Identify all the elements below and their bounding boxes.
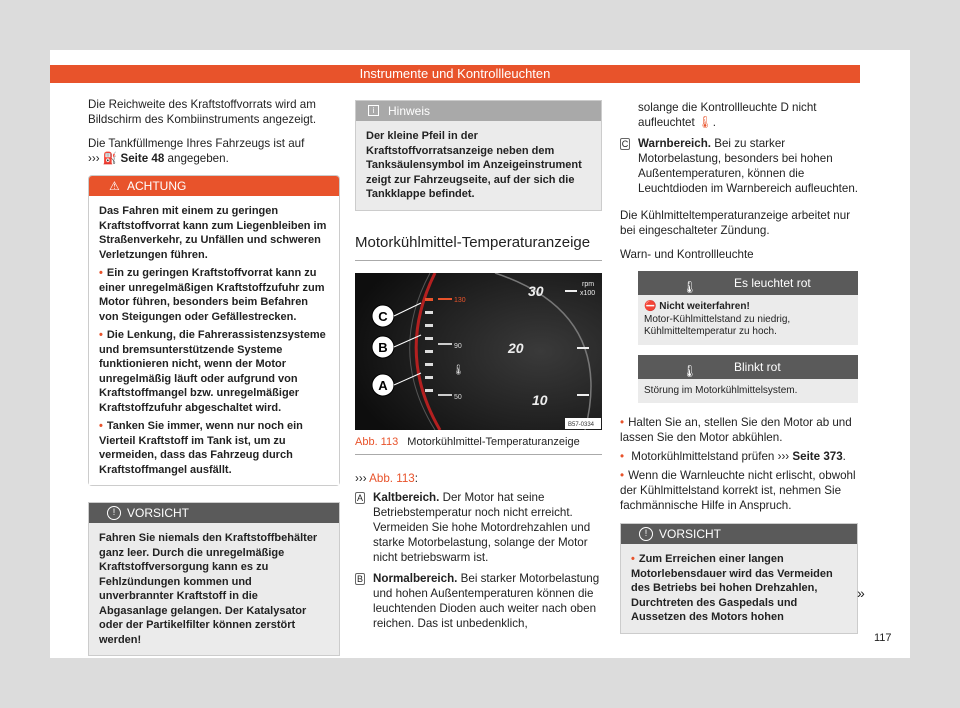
caution-body [621, 544, 857, 633]
item-text: Der Motor hat seine Betriebstemperatur noch nicht erreicht. Vermeiden Sie hohe Motordrehzahlen und starke Motorbelastung, solange der Motor nicht betriebswarm ist. [373, 490, 591, 564]
item-label: B [356, 573, 363, 584]
text: angegeben. [167, 152, 229, 165]
fuel-pump-icon: ⛽ [102, 152, 118, 165]
subheading: Warn- und Kontrollleuchte [620, 248, 754, 261]
row-header-text: Blinkt rot [734, 359, 781, 374]
caption-text: Motorkühlmittel-Temperaturanzeige [407, 435, 580, 448]
info-icon: i [368, 105, 379, 116]
coolant-warning-icon: 🌡 [697, 116, 713, 129]
indicator-row-body [638, 295, 858, 345]
caution-title: VORSICHT [127, 506, 190, 520]
caution-bullet [631, 553, 833, 623]
caution-icon: ! [107, 506, 121, 520]
item-label: A [356, 492, 363, 503]
temp-label: 90 [454, 342, 462, 350]
warning-triangle-icon: ⚠ [109, 179, 120, 193]
warning-body [89, 196, 339, 485]
temp-label: 50 [454, 393, 462, 401]
coolant-icon: 🌡 [452, 364, 465, 376]
indicator-table [638, 271, 858, 403]
paragraph: Die Tankfüllmenge Ihres Fahrzeugs ist auf ››› ⛽ Seite 48 angegeben. [88, 137, 305, 165]
bullet-text: Wenn die Warnleuchte nicht erlischt, obwohl der Kühlmittelstand korrekt ist, nehmen Sie fachmännische Hilfe in Anspruch. [620, 469, 856, 512]
warning-title: ACHTUNG [127, 179, 187, 193]
item-title: Warnbereich. [638, 137, 712, 150]
caution-text: Zum Erreichen einer langen Motorlebensdauer wird das Vermeiden des Betriebs bei hohen Drehzahlen, Durchtreten des Gaspedals und Aussetzen des Motors hohen [631, 553, 833, 623]
warning-bullet [99, 266, 329, 324]
continued-text: solange die Kontrollleuchte D nicht aufleuchtet 🌡. [638, 101, 817, 129]
bullet-item: • Motorkühlmittelstand prüfen ››› Seite 373. [620, 449, 858, 464]
indicator-row-header [638, 355, 858, 379]
column-1 [88, 97, 340, 656]
page-header: Instrumente und Kontrollleuchten [50, 65, 860, 83]
figure-gauge [355, 273, 602, 430]
list-item [355, 490, 602, 565]
warning-bullet-text: Ein zu geringen Kraftstoffvorrat kann zu einer unregelmäßigen Kraftstoffzufuhr zum Motor führen, besonders beim Befahren von Steigungen oder Gefällestrecken. [99, 267, 325, 323]
bullet-text: Halten Sie an, stellen Sie den Motor ab und lassen Sie den Motor abkühlen. [620, 416, 852, 444]
page-link[interactable]: Seite 48 [120, 152, 165, 165]
warning-bullet [99, 419, 329, 477]
bullet-text: Motorkühlmittelstand prüfen [631, 450, 775, 463]
coolant-icon: 🌡 [682, 363, 698, 378]
text: solange die Kontrollleuchte D nicht aufleuchtet [638, 101, 817, 129]
paragraph: Die Kühlmitteltemperaturanzeige arbeitet nur bei eingeschalteter Zündung. [620, 209, 851, 237]
caution-icon: ! [639, 527, 653, 541]
figure-code: B57-0334 [568, 421, 595, 428]
note-body: Der kleine Pfeil in der Kraftstoffvorratsanzeige neben dem Tanksäulensymbol im Anzeigeinstrument zeigt zur Fahrzeugseite, auf der sich die Tankklappe befindet. [356, 121, 601, 210]
row-title: Nicht weiterfahren! [659, 301, 750, 312]
gauge-illustration [355, 273, 602, 430]
rpm-unit: rpm [582, 280, 595, 288]
bullet-item [620, 468, 858, 513]
warning-intro: Das Fahren mit einem zu geringen Kraftstoffvorrat kann zum Liegenbleiben im Straßenverkehr, zu Unfällen und schweren Verletzungen führen. [99, 205, 327, 261]
coolant-icon: 🌡 [682, 280, 698, 294]
warning-bullet-text: Die Lenkung, die Fahrerassistenzsysteme und bremsunterstützende Systeme funktionieren nicht, wenn der Motor unregelmäßig läuft oder aufgrund von Kraftstoffmangel bzw. unregelmäßiger Kraftstoffzufuhr abgeschaltet wird. [99, 329, 326, 414]
item-text: Bei starker Motorbelastung und hohen Außentemperaturen können die leuchtenden Dioden auch weiter nach oben reichen. Das ist unbedenklich, [373, 571, 600, 630]
row-text: Störung im Motorkühlmittelsystem. [644, 384, 798, 396]
column-2 [355, 100, 602, 637]
list-item [355, 571, 602, 631]
text: Die Tankfüllmenge Ihres Fahrzeugs ist auf [88, 137, 305, 150]
callout-letter: C [378, 308, 388, 324]
row-text: Motor-Kühlmittelstand zu niedrig, Kühlmitteltemperatur zu hoch. [644, 313, 791, 337]
rpm-label: 20 [508, 339, 524, 356]
indicator-row-header [638, 271, 858, 295]
callout-letter: A [378, 377, 388, 393]
caution-body: Fahren Sie niemals den Kraftstoffbehälter ganz leer. Durch die unregelmäßige Kraftstoffversorgung kann es zu Fehlzündungen kommen und unverbrannter Kraftstoff in die Abgasanlage gelangen. Der Katalysator oder der Partikelfilter können zerstört werden! [89, 523, 339, 655]
warning-bullet-text: Tanken Sie immer, wenn nur noch ein Vierteil Kraftstoff im Tank ist, um zu vermeiden, dass das Fahrzeug durch Kraftstoffmangel ausfällt. [99, 420, 303, 476]
callout-letter: B [378, 339, 388, 355]
figure-ref: ››› Abb. 113: [355, 471, 418, 485]
warning-box [88, 175, 340, 486]
rpm-label: 30 [528, 282, 544, 299]
item-title: Normalbereich. [373, 571, 458, 585]
list-item [620, 136, 858, 196]
page-number: 117 [874, 632, 892, 644]
warning-bullet [99, 328, 329, 415]
indicator-row-body [638, 379, 858, 404]
caution-title: VORSICHT [659, 527, 722, 541]
figure-link[interactable]: Abb. 113 [369, 471, 415, 485]
note-title: Hinweis [388, 104, 431, 118]
caution-box [620, 523, 858, 634]
rpm-unit: x100 [580, 289, 596, 297]
temp-label: 130 [454, 296, 466, 304]
column-3 [620, 100, 858, 634]
item-title: Kaltbereich. [373, 490, 440, 504]
stop-icon: ⛔ [644, 301, 657, 312]
caution-header [89, 503, 339, 523]
caution-box [88, 502, 340, 656]
caution-header [621, 524, 857, 544]
rpm-label: 10 [532, 391, 548, 408]
row-header-text: Es leuchtet rot [734, 276, 811, 290]
note-box [355, 100, 602, 211]
caption-number: Abb. 113 [355, 435, 399, 448]
note-header [356, 101, 601, 121]
section-title: Motorkühlmittel-Temperaturanzeige [355, 233, 602, 261]
continue-mark: » [857, 585, 865, 601]
figure-caption [355, 435, 602, 455]
paragraph: Die Reichweite des Kraftstoffvorrats wird am Bildschirm des Kombiinstruments angezeigt. [88, 98, 317, 126]
bullet-item [620, 415, 858, 445]
item-text: Bei zu starker Motorbelastung, besonders bei hohen Außentemperaturen, können die Leuchtdioden im Warnbereich aufleuchten. [638, 137, 858, 195]
item-label: C [621, 139, 629, 149]
warning-header [89, 176, 339, 196]
page-link[interactable]: Seite 373 [792, 450, 843, 463]
